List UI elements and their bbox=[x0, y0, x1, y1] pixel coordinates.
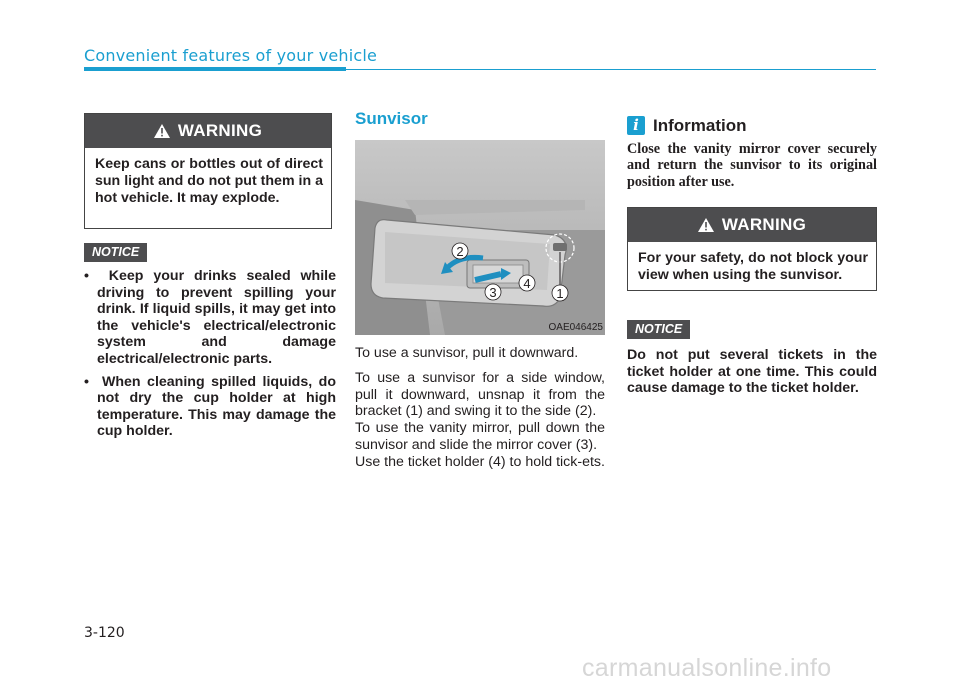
header-rule bbox=[346, 69, 876, 70]
sunvisor-drawing bbox=[355, 140, 605, 335]
watermark: carmanualsonline.info bbox=[582, 654, 832, 682]
warning-triangle-icon bbox=[698, 218, 714, 232]
warning-title: WARNING bbox=[721, 215, 807, 234]
warning-header bbox=[85, 114, 331, 148]
section-header-title: Convenient features of your vehicle bbox=[84, 46, 378, 65]
warning-header bbox=[628, 208, 876, 242]
paragraph: To use a sunvisor, pull it downward. bbox=[355, 345, 579, 361]
info-text: Close the vanity mirror cover securely and return the sunvisor to its original position after use. bbox=[627, 141, 877, 190]
warning-box-view bbox=[627, 207, 877, 291]
paragraph: Use the ticket holder (4) to hold tick-ets. bbox=[355, 454, 605, 470]
warning-title: WARNING bbox=[177, 121, 263, 140]
warning-text: Keep cans or bottles out of direct sun light and do not put them in a hot vehicle. It may explode. bbox=[95, 156, 323, 206]
notice-list bbox=[84, 268, 336, 446]
info-title: Information bbox=[653, 116, 747, 135]
info-icon: i bbox=[627, 116, 645, 135]
image-code: OAE046425 bbox=[548, 322, 603, 333]
notice-label: NOTICE bbox=[84, 243, 147, 262]
paragraph: To use the vanity mirror, pull down the sunvisor and slide the mirror cover (3). bbox=[355, 420, 605, 453]
section-title-sunvisor: Sunvisor bbox=[355, 109, 428, 128]
callout-1: 1 bbox=[556, 286, 564, 301]
callout-2: 2 bbox=[456, 244, 464, 259]
warning-box-cans bbox=[84, 113, 332, 229]
list-item: • When cleaning spilled liquids, do not dry the cup holder at high temperature. This may damage the cup holder. bbox=[84, 373, 336, 440]
sunvisor-illustration bbox=[355, 140, 605, 335]
paragraph: To use a sunvisor for a side window, pull it downward, unsnap it from the bracket (1) and swing it to the side (2). bbox=[355, 370, 605, 420]
notice-label: NOTICE bbox=[627, 320, 690, 339]
warning-triangle-icon bbox=[154, 124, 170, 138]
callout-3: 3 bbox=[489, 285, 497, 300]
page-number: 3-120 bbox=[84, 625, 125, 641]
header-rule-accent bbox=[84, 67, 346, 71]
callout-4: 4 bbox=[523, 276, 531, 291]
notice-text: Do not put several tickets in the ticket holder at one time. This could cause damage to the ticket holder. bbox=[627, 347, 877, 397]
list-item: • Keep your drinks sealed while driving to prevent spilling your drink. If liquid spills, it may get into the vehicle's electrical/electronic system and damage electrical/electronic parts. bbox=[84, 268, 336, 367]
warning-text: For your safety, do not block your view when using the sunvisor. bbox=[638, 250, 868, 283]
